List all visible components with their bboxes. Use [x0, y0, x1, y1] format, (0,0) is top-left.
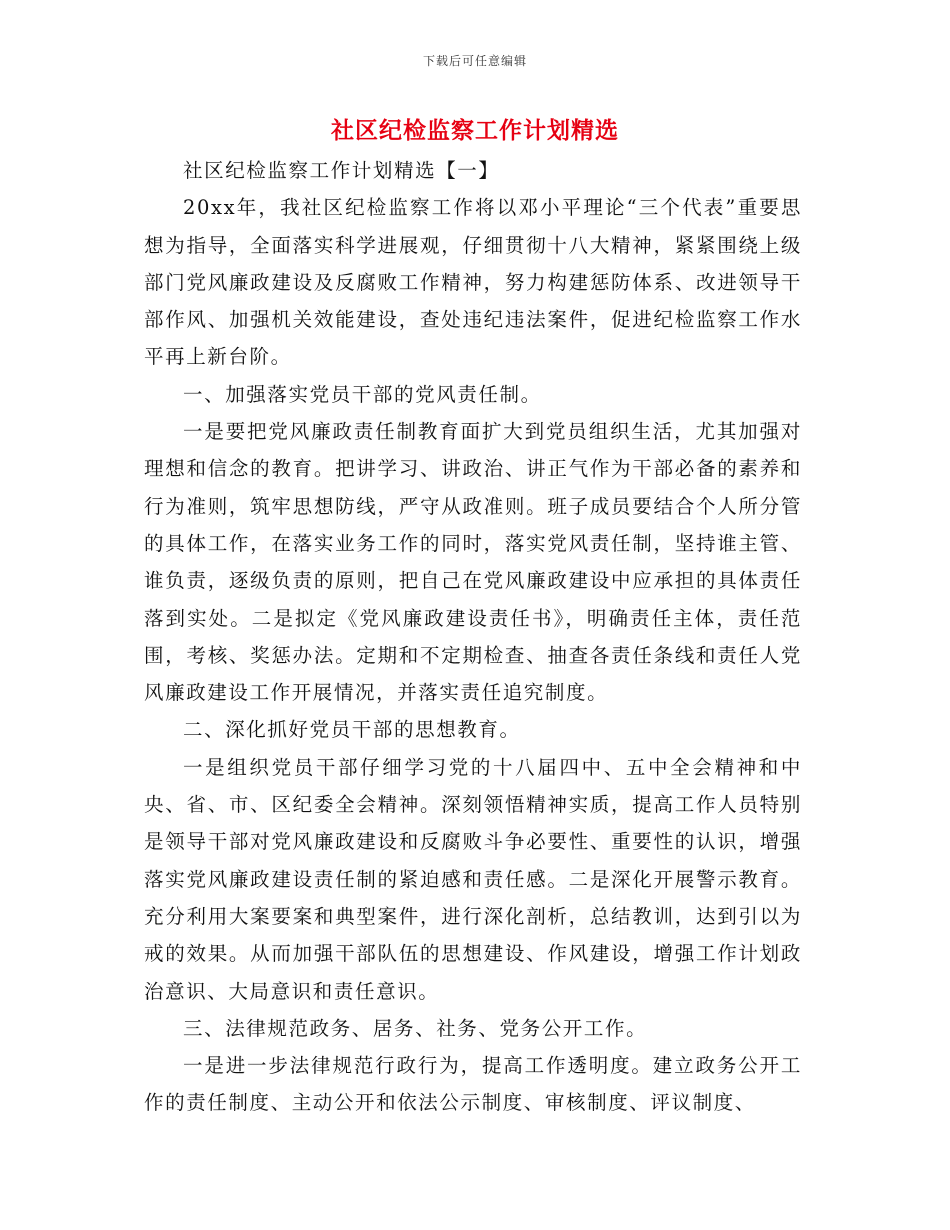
- header-note: 下载后可任意编辑: [422, 54, 527, 68]
- paragraph-subtitle: 社区纪检监察工作计划精选【一】: [183, 159, 500, 182]
- section-heading-3: 三、法律规范政务、居务、社务、党务公开工作。: [183, 1016, 648, 1040]
- section-heading-2: 二、深化抓好党员干部的思想教育。: [183, 718, 521, 742]
- document-title: 社区纪检监察工作计划精选: [331, 118, 619, 144]
- paragraph-section-1: 一是要把党风廉政责任制教育面扩大到党员组织生活，尤其加强对理想和信念的教育。把讲学习、讲政治、讲正气作为干部必备的素养和行为准则，筑牢思想防线，严守从政准则。班子成员要结合个人所分管的具体工作，在落实业务工作的同时，落实党风责任制，坚持谁主管、谁负责，逐级负责的原则，把自己在党风廉政建设中应承担的具体责任落到实处。二是拟定《党风廉政建设责任书》，明确责任主体，责任范围，考核、奖惩办法。定期和不定期检查、抽查各责任条线和责任人党风廉政建设工作开展情况，并落实责任追究制度。: [144, 420, 802, 705]
- section-heading-1: 一、加强落实党员干部的党风责任制。: [183, 382, 542, 406]
- document-body: [144, 152, 802, 1122]
- paragraph-intro: 20xx年，我社区纪检监察工作将以邓小平理论“三个代表”重要思想为指导，全面落实科学进展观，仔细贯彻十八大精神，紧紧围绕上级部门党风廉政建设及反腐败工作精神，努力构建惩防体系、改进领导干部作风、加强机关效能建设，查处违纪违法案件，促进纪检监察工作水平再上新台阶。: [144, 196, 802, 369]
- paragraph-section-3: 一是进一步法律规范行政行为，提高工作透明度。建立政务公开工作的责任制度、主动公开和依法公示制度、审核制度、评议制度、: [144, 1054, 802, 1115]
- paragraph-section-2: 一是组织党员干部仔细学习党的十八届四中、五中全会精神和中央、省、市、区纪委全会精神。深刻领悟精神实质，提高工作人员特别是领导干部对党风廉政建设和反腐败斗争必要性、重要性的认识，增强落实党风廉政建设责任制的紧迫感和责任感。二是深化开展警示教育。充分利用大案要案和典型案件，进行深化剖析，总结教训，达到引以为戒的效果。从而加强干部队伍的思想建设、作风建设，增强工作计划政治意识、大局意识和责任意识。: [144, 755, 802, 1003]
